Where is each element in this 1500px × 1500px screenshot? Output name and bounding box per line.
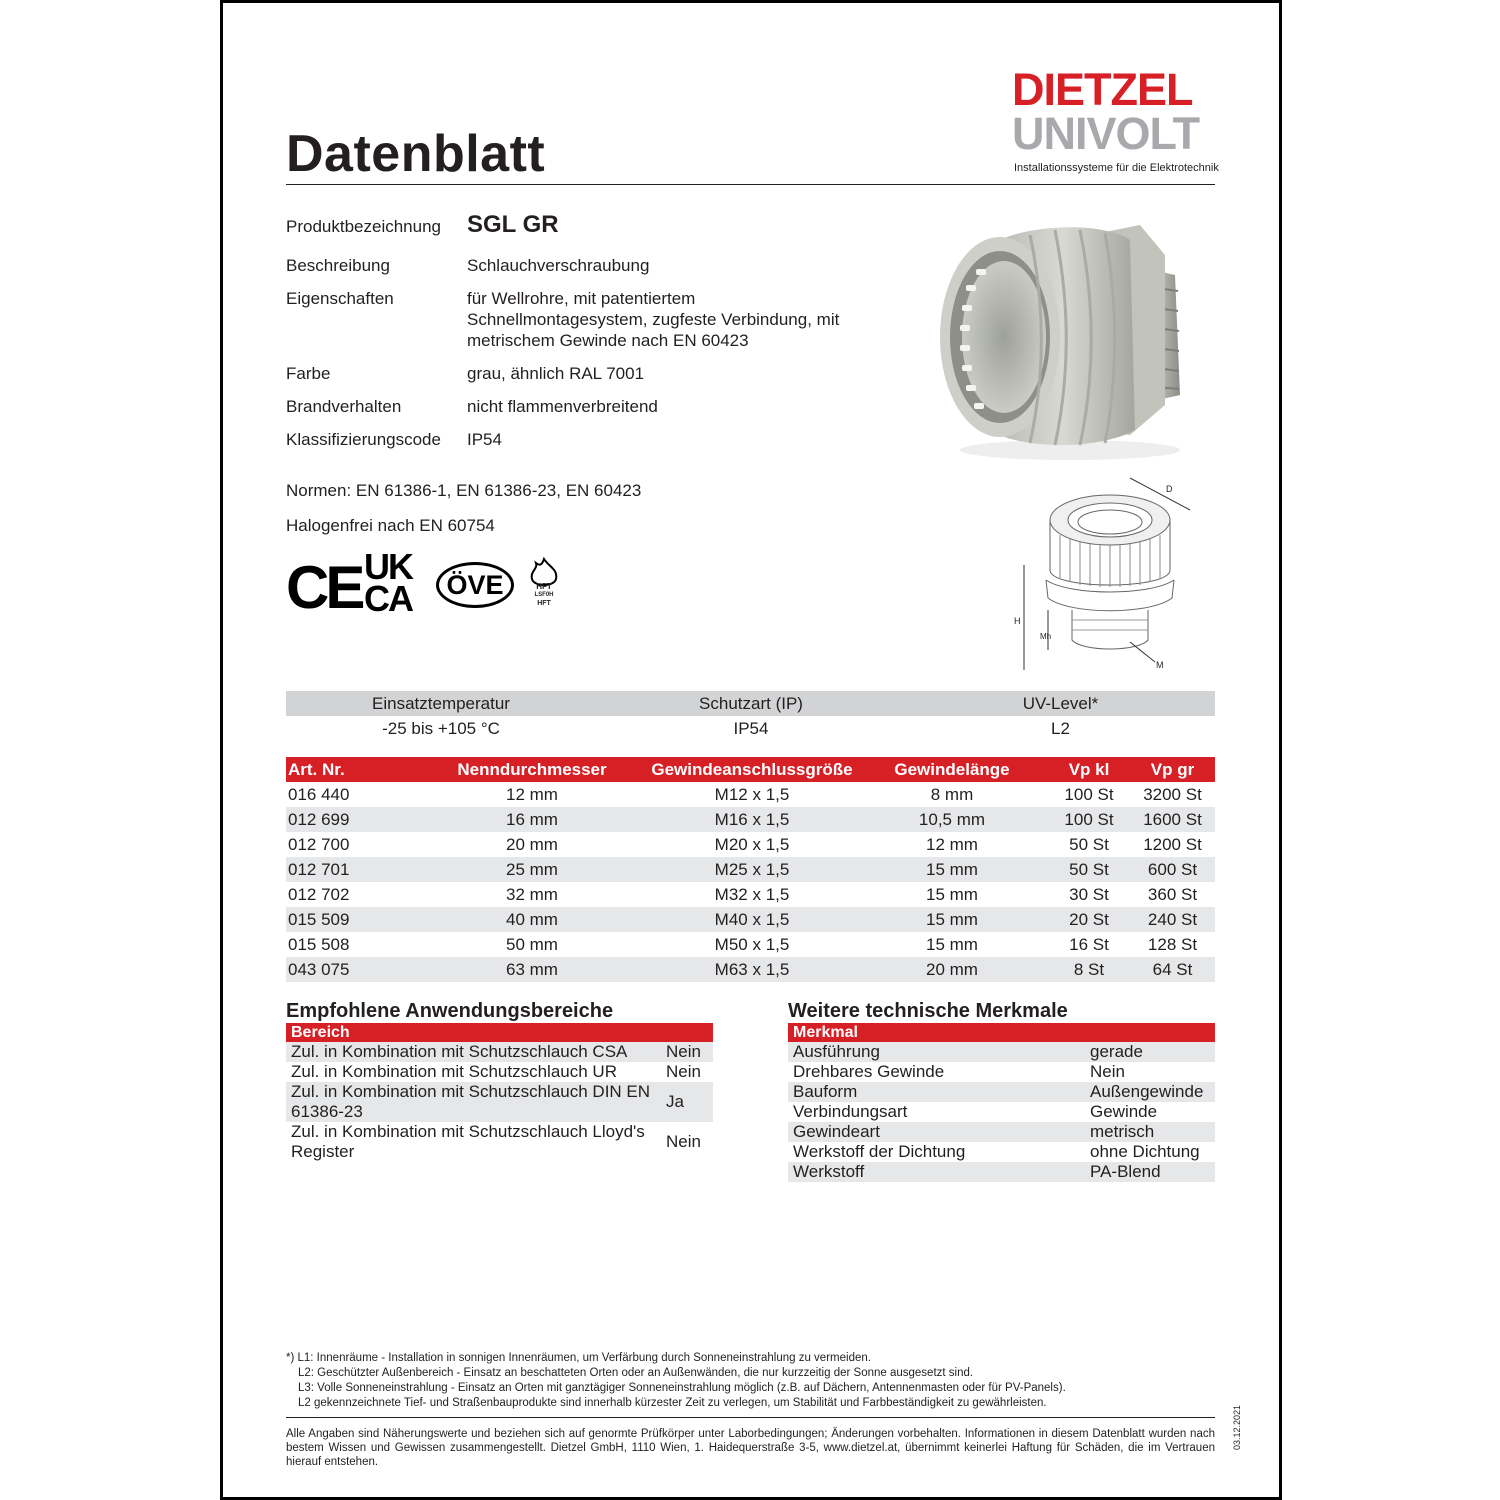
article-row	[286, 832, 1215, 857]
article-cell: 64 St	[1130, 957, 1215, 982]
spec-value: -25 bis +105 °C	[382, 718, 500, 738]
feature-cell: Verbindungsart	[793, 1102, 908, 1121]
article-cell: 20 mm	[856, 957, 1048, 982]
article-row	[286, 957, 1215, 982]
article-cell: 043 075	[286, 957, 416, 982]
description-label: Beschreibung	[286, 256, 390, 275]
application-cell: Zul. in Kombination mit Schutzschlauch Lloyd's Register	[291, 1122, 645, 1161]
application-cell: Ja	[661, 1082, 713, 1122]
application-cell: Zul. in Kombination mit Schutzschlauch CSA	[286, 1042, 661, 1062]
article-cell: 600 St	[1130, 857, 1215, 882]
article-cell: 012 702	[288, 884, 350, 904]
article-cell: 25 mm	[416, 857, 648, 882]
article-cell: 012 699	[286, 807, 416, 832]
application-row	[286, 1062, 713, 1082]
hft-bottom: HFT	[537, 600, 551, 607]
properties-line: metrischem Gewinde nach EN 60423	[467, 331, 749, 350]
article-cell: M20 x 1,5	[714, 834, 790, 854]
article-row	[286, 782, 1215, 807]
article-cell: 8 St	[1048, 957, 1130, 982]
feature-cell: metrisch	[1085, 1122, 1215, 1142]
feature-row	[788, 1122, 1215, 1142]
article-cell: 012 701	[286, 857, 416, 882]
properties-line: Schnellmontagesystem, zugfeste Verbindung, mit	[467, 310, 840, 329]
article-cell: 3200 St	[1143, 784, 1202, 804]
page-title: Datenblatt	[286, 125, 546, 183]
article-cell: 012 700	[288, 834, 350, 854]
article-cell: 32 mm	[506, 884, 558, 904]
feature-cell: Gewinde	[1090, 1102, 1158, 1121]
feature-cell: Bauform	[788, 1082, 1085, 1102]
header-divider	[286, 184, 1215, 185]
disclaimer: Alle Angaben sind Näherungswerte und beziehen sich auf genormte Prüfkörper unter Laborbedingungen; Änderungen vorbehalten. Informationen in diesem Datenblatt wurden nach bestem Wissen und Gewissen zusammengestellt. Dietzel GmbH, 1110 Wien, 1. Haidequerstraße 3-5, www.dietzel.at, übernimmt keinerlei Haftung für Schäden, die im Vertrauen hierauf entstehen.	[286, 1428, 1215, 1468]
feature-row	[788, 1042, 1215, 1062]
ukca-bottom: CA	[364, 578, 412, 619]
article-cell: 50 St	[1069, 834, 1109, 854]
article-cell: 360 St	[1147, 884, 1198, 904]
article-cell: 100 St	[1048, 807, 1130, 832]
article-cell: M12 x 1,5	[714, 784, 790, 804]
product-name: SGL GR	[467, 211, 559, 238]
article-cell: 63 mm	[416, 957, 648, 982]
classification-label: Klassifizierungscode	[286, 430, 441, 449]
article-cell: 15 mm	[926, 884, 978, 904]
article-row	[286, 932, 1215, 957]
article-col-header: Art. Nr.	[286, 757, 416, 782]
hft-mark	[522, 557, 566, 617]
article-row	[286, 907, 1215, 932]
feature-cell: Werkstoff	[788, 1162, 1085, 1182]
uv-footnote	[286, 1351, 1215, 1411]
applications-table	[286, 1023, 713, 1162]
ukca-mark	[364, 546, 412, 619]
footer-divider	[286, 1417, 1215, 1418]
footnote-line: *) L1: Innenräume - Installation in sonnigen Innenräumen, um Verfärbung durch Sonneneinstrahlung zu vermeiden.	[286, 1352, 871, 1364]
application-cell: Nein	[666, 1132, 701, 1151]
feature-row	[788, 1102, 1215, 1122]
dim-label-mh: Mh	[1040, 632, 1052, 641]
properties-value	[467, 288, 839, 351]
logo-dietzel: DIETZEL	[1012, 64, 1193, 115]
issue-date: 03.12.2021	[1232, 1404, 1242, 1450]
logo-univolt: UNIVOLT	[1012, 108, 1200, 159]
spec-summary-table	[286, 691, 1215, 741]
feature-row	[788, 1162, 1215, 1182]
article-cell: 1600 St	[1130, 807, 1215, 832]
article-cell: 12 mm	[506, 784, 558, 804]
application-row	[286, 1082, 713, 1122]
applications-header-row	[286, 1023, 713, 1042]
feature-cell: PA-Blend	[1085, 1162, 1215, 1182]
logo-tagline: Installationssysteme für die Elektrotechnik	[1014, 162, 1219, 174]
ce-mark: CE	[286, 554, 362, 621]
color-label: Farbe	[286, 364, 331, 383]
feature-cell: Außengewinde	[1085, 1082, 1215, 1102]
article-col-header: Nenndurchmesser	[416, 757, 648, 782]
article-cell: 8 mm	[930, 784, 974, 804]
description-value: Schlauchverschraubung	[467, 256, 650, 275]
feature-cell: Gewindeart	[788, 1122, 1085, 1142]
article-cell: M50 x 1,5	[714, 934, 790, 954]
feature-cell: Drehbares Gewinde	[793, 1062, 945, 1081]
article-cell: 15 mm	[926, 934, 978, 954]
feature-cell: Ausführung	[788, 1042, 1085, 1062]
product-name-label: Produktbezeichnung	[286, 217, 442, 236]
features-header: Merkmal	[788, 1023, 1215, 1042]
article-cell: 240 St	[1130, 907, 1215, 932]
feature-cell: Werkstoff der Dichtung	[793, 1142, 966, 1161]
spec-header: Einsatztemperatur	[286, 691, 596, 716]
classification-value: IP54	[467, 430, 502, 449]
properties-line: für Wellrohre, mit patentiertem	[467, 289, 696, 308]
article-cell: 50 St	[1048, 857, 1130, 882]
article-cell: 30 St	[1069, 884, 1109, 904]
footnote-line: L2 gekennzeichnete Tief- und Straßenbauprodukte sind innerhalb kürzester Zeit zu verlegen, um Stabilität und Farbbeständigkeit zu gewährleisten.	[298, 1397, 1047, 1409]
article-cell: 12 mm	[926, 834, 978, 854]
application-cell: Zul. in Kombination mit Schutzschlauch DIN EN 61386-23	[286, 1082, 661, 1122]
footnote-line: L3: Volle Sonneneinstrahlung - Einsatz an Orten mit ganztägiger Sonneneinstrahlung möglich (z.B. auf Dächern, Antennenmasten oder für PV-Panels).	[298, 1382, 1066, 1394]
article-cell: 016 440	[288, 784, 350, 804]
article-header-row	[286, 757, 1215, 782]
spec-value: IP54	[733, 718, 769, 738]
ove-mark: ÖVE	[436, 562, 514, 608]
fire-behavior-label: Brandverhalten	[286, 397, 402, 416]
article-col-header: Vp gr	[1130, 757, 1215, 782]
application-cell: Nein	[666, 1062, 701, 1081]
article-cell: 50 mm	[506, 934, 558, 954]
article-cell: 40 mm	[416, 907, 648, 932]
spec-value: L2	[1051, 718, 1070, 738]
article-cell: M63 x 1,5	[648, 957, 856, 982]
article-cell: 20 St	[1048, 907, 1130, 932]
article-col-header: Vp kl	[1048, 757, 1130, 782]
features-title: Weitere technische Merkmale	[788, 1000, 1068, 1022]
fire-behavior-value: nicht flammenverbreitend	[467, 397, 658, 416]
applications-title: Empfohlene Anwendungsbereiche	[286, 1000, 614, 1022]
article-row	[286, 857, 1215, 882]
spec-header: Schutzart (IP)	[596, 691, 906, 716]
article-col-header: Gewindeanschlussgröße	[648, 757, 856, 782]
hft-top: HFT	[536, 582, 552, 591]
feature-cell: gerade	[1085, 1042, 1215, 1062]
ukca-top: UK	[364, 546, 412, 587]
article-cell: 10,5 mm	[856, 807, 1048, 832]
features-table	[788, 1023, 1215, 1182]
article-table	[286, 757, 1215, 982]
article-cell: 100 St	[1064, 784, 1114, 804]
article-row	[286, 882, 1215, 907]
feature-cell: Nein	[1090, 1062, 1125, 1081]
article-cell: M32 x 1,5	[714, 884, 790, 904]
application-cell: Nein	[661, 1042, 713, 1062]
application-row	[286, 1122, 713, 1162]
halogen-free: Halogenfrei nach EN 60754	[286, 516, 495, 535]
hft-mid: LSF0H	[534, 592, 554, 598]
dim-label-d: D	[1166, 484, 1173, 494]
technical-drawing	[1010, 470, 1215, 675]
product-photo	[930, 205, 1220, 465]
color-value: grau, ähnlich RAL 7001	[467, 364, 645, 383]
article-cell: 15 mm	[856, 907, 1048, 932]
dim-label-h: H	[1014, 616, 1021, 626]
article-cell: 015 509	[286, 907, 416, 932]
article-cell: 15 mm	[856, 857, 1048, 882]
article-cell: 16 mm	[416, 807, 648, 832]
article-cell: 128 St	[1147, 934, 1198, 954]
feature-row	[788, 1062, 1215, 1082]
article-cell: 20 mm	[506, 834, 558, 854]
feature-cell: ohne Dichtung	[1090, 1142, 1200, 1161]
footnote-line: L2: Geschützter Außenbereich - Einsatz an beschatteten Orten oder an Außenwänden, die nur kurzzeitig der Sonne ausgesetzt sind.	[298, 1367, 974, 1379]
article-cell: 015 508	[288, 934, 350, 954]
article-cell: 16 St	[1069, 934, 1109, 954]
norms: Normen: EN 61386-1, EN 61386-23, EN 60423	[286, 481, 642, 500]
article-cell: M16 x 1,5	[648, 807, 856, 832]
spec-header: UV-Level*	[906, 691, 1215, 716]
spec-value-row	[286, 716, 1215, 741]
feature-row	[788, 1142, 1215, 1162]
application-cell: Zul. in Kombination mit Schutzschlauch UR	[291, 1062, 617, 1081]
dim-label-m: M	[1156, 660, 1164, 670]
article-cell: 1200 St	[1143, 834, 1202, 854]
features-header-row	[788, 1023, 1215, 1042]
application-row	[286, 1042, 713, 1062]
properties-label: Eigenschaften	[286, 289, 394, 308]
article-cell: M40 x 1,5	[648, 907, 856, 932]
applications-header: Bereich	[286, 1023, 713, 1042]
article-row	[286, 807, 1215, 832]
article-col-header: Gewindelänge	[856, 757, 1048, 782]
spec-header-row	[286, 691, 1215, 716]
article-cell: M25 x 1,5	[648, 857, 856, 882]
feature-row	[788, 1082, 1215, 1102]
